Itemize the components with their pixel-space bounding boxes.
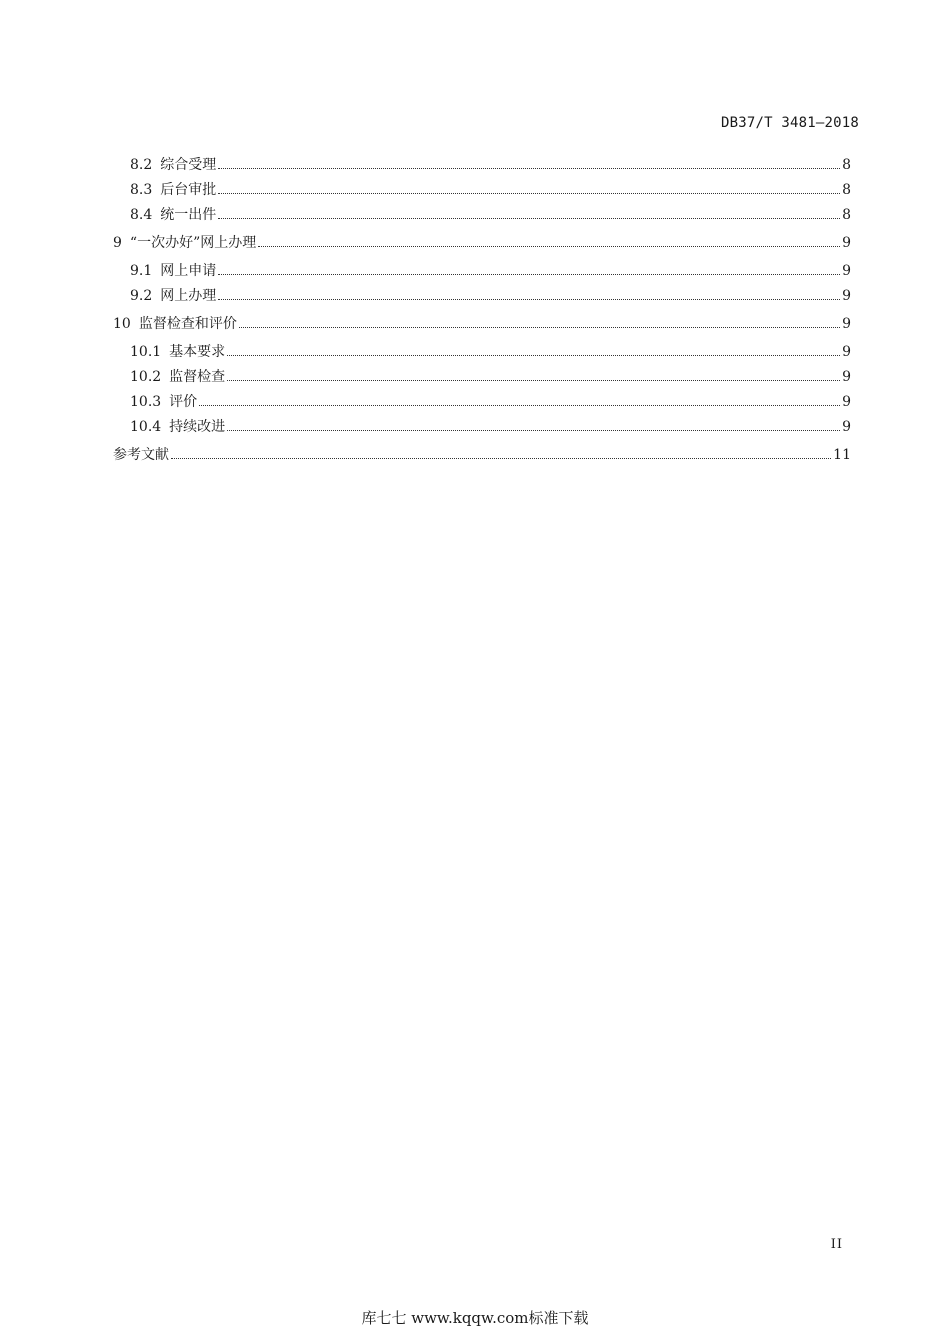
toc-entry-title: 综合受理 (160, 157, 217, 173)
toc-entry-page: 9 (842, 344, 851, 360)
toc-leader-dots (227, 379, 840, 381)
toc-leader-dots (218, 298, 840, 300)
toc-entry-number: 9.1 (130, 263, 153, 279)
toc-leader-dots (218, 273, 840, 275)
toc-entry-page: 9 (842, 235, 851, 251)
toc-entry-9-1[interactable] (113, 259, 851, 284)
page-folio: II (830, 1237, 843, 1252)
toc-leader-dots (218, 167, 840, 169)
toc-entry-number: 9.2 (130, 288, 153, 304)
watermark-footer: 库七七 www.kqqw.com标准下载 (361, 1309, 589, 1327)
toc-entry-title: 网上办理 (160, 288, 217, 304)
table-of-contents (113, 153, 851, 471)
toc-entry-title: 基本要求 (169, 344, 226, 360)
toc-entry-page: 9 (842, 263, 851, 279)
toc-entry-number: 10 (113, 316, 131, 332)
toc-entry-page: 11 (833, 447, 851, 463)
toc-entry-8-3[interactable] (113, 178, 851, 203)
toc-entry-10-2[interactable] (113, 365, 851, 390)
toc-leader-dots (171, 457, 831, 459)
toc-entry-10-1[interactable] (113, 340, 851, 365)
toc-entry-10[interactable] (113, 309, 851, 340)
toc-leader-dots (199, 404, 840, 406)
toc-entry-title: 参考文献 (113, 447, 169, 463)
toc-entry-number: 10.2 (130, 369, 162, 385)
toc-leader-dots (239, 326, 840, 328)
toc-entry-page: 8 (842, 207, 851, 223)
toc-entry-title: 监督检查和评价 (138, 316, 237, 332)
toc-entry-number: 8.3 (130, 182, 153, 198)
toc-entry-title: 网上申请 (160, 263, 217, 279)
toc-entry-title: “一次办好”网上办理 (129, 235, 257, 251)
toc-entry-10-4[interactable] (113, 415, 851, 440)
toc-entry-10-3[interactable] (113, 390, 851, 415)
toc-entry-title: 监督检查 (169, 369, 226, 385)
toc-entry-page: 9 (842, 419, 851, 435)
toc-entry-number: 10.3 (130, 394, 162, 410)
toc-entry-number: 10.1 (130, 344, 162, 360)
toc-entry-number: 10.4 (130, 419, 162, 435)
toc-entry-page: 8 (842, 157, 851, 173)
toc-entry-title: 评价 (169, 394, 198, 410)
toc-entry-references[interactable] (113, 440, 851, 471)
toc-entry-8-4[interactable] (113, 203, 851, 228)
toc-entry-9[interactable] (113, 228, 851, 259)
toc-entry-9-2[interactable] (113, 284, 851, 309)
toc-entry-number: 8.2 (130, 157, 153, 173)
document-code: DB37/T 3481—2018 (720, 115, 859, 131)
toc-leader-dots (227, 354, 840, 356)
toc-entry-page: 9 (842, 288, 851, 304)
toc-entry-number: 8.4 (130, 207, 153, 223)
toc-entry-title: 持续改进 (169, 419, 226, 435)
toc-leader-dots (258, 245, 840, 247)
toc-entry-number: 9 (113, 235, 122, 251)
toc-leader-dots (218, 192, 840, 194)
toc-leader-dots (218, 217, 840, 219)
toc-entry-title: 后台审批 (160, 182, 217, 198)
toc-entry-8-2[interactable] (113, 153, 851, 178)
toc-entry-page: 9 (842, 394, 851, 410)
toc-leader-dots (227, 429, 840, 431)
toc-entry-page: 9 (842, 316, 851, 332)
toc-entry-page: 9 (842, 369, 851, 385)
toc-entry-title: 统一出件 (160, 207, 217, 223)
toc-entry-page: 8 (842, 182, 851, 198)
